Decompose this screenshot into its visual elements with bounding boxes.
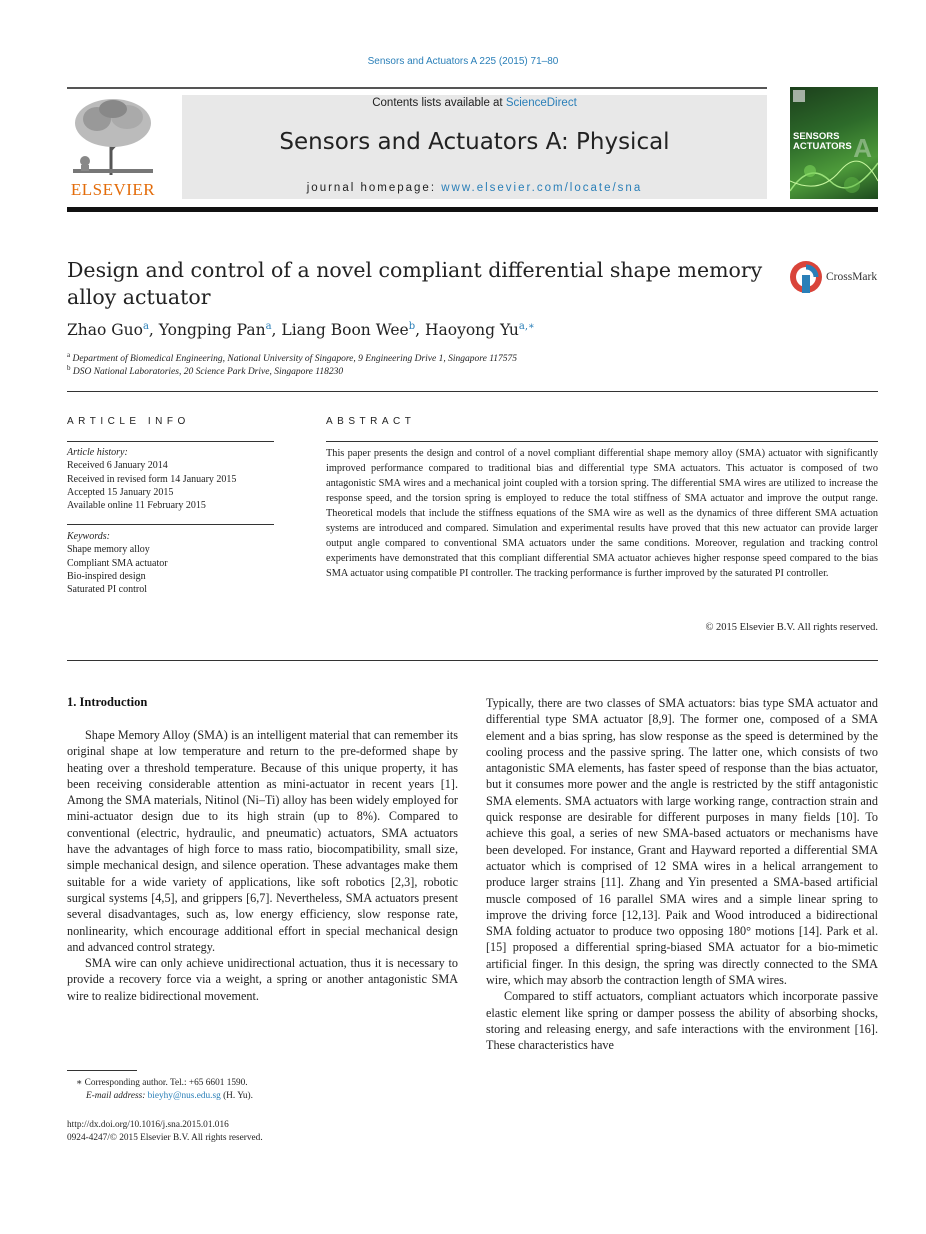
doi-link[interactable]: http://dx.doi.org/10.1016/j.sna.2015.01.016: [67, 1120, 229, 1130]
keyword-item: Compliant SMA actuator: [67, 557, 168, 569]
author-name: Haoyong Yu: [424, 321, 519, 340]
article-history: Article history: Received 6 January 2014 Received in revised form 14 January 2015 Accepted 15 January 2015 Available online 11 February 2015: [67, 447, 237, 512]
sciencedirect-link[interactable]: ScienceDirect: [505, 97, 577, 109]
section-heading: 1. Introduction: [67, 695, 148, 709]
cover-letter: A: [853, 133, 872, 163]
history-item: Received in revised form 14 January 2015: [67, 473, 237, 485]
author-affil-sup[interactable]: a: [142, 321, 149, 332]
divider: [67, 524, 274, 525]
header-thick-rule: [67, 207, 878, 212]
history-item: Accepted 15 January 2015: [67, 486, 174, 498]
abstract-copyright: © 2015 Elsevier B.V. All rights reserved.: [705, 622, 878, 633]
keyword-item: Shape memory alloy: [67, 544, 150, 556]
body-right-column: [486, 695, 878, 1054]
author-affil-sup[interactable]: b: [408, 321, 416, 332]
divider: [326, 441, 878, 442]
paragraph: Typically, there are two classes of SMA actuators: bias type SMA actuator and differential type SMA actuator [8,9]. The former one, composed of a SMA element and a bias spring, has slow response as the speed is determined by the cooling process and the passive spring. The latter one, which consists of two antagonistic SMA elements, has faster speed of response than the bias actuator, but it consumes more power and the angle is restricted by the stiff antagonistic SMA elements. SMA actuators with large working range, contraction strain and quick response are desirable for different purposes in many fields [10]. To achieve this goal, a series of new SMA-based actuators or mechanisms have been developed. For instance, Grant and Hayward reported a differential SMA actuator which is comprised of 12 SMA wires in a helical arrangement to produce larger strains [11]. Zhang and Yin presented a SMA-based artificial muscle composed of 16 parallel SMA wires and a simple linear spring to improve the driving force [12,13]. Paik and Wood introduced a bidirectional SMA folding actuator to produce two opposing 180° motions [14]. Park et al. [15] proposed a differential spring-biased SMA actuator for a bio-mimetic artificial finger. In this design, the spring was directly connected to the SMA wire, which may absorb the contraction length of SMA wires.: [486, 696, 878, 988]
journal-title: Sensors and Actuators A: Physical: [279, 129, 670, 155]
divider: [67, 391, 878, 392]
history-item: Received 6 January 2014: [67, 460, 168, 472]
abstract-text: This paper presents the design and control of a novel compliant differential shape memory alloy (SMA) actuator with significantly improved performance compared to traditional bias and differential type SMA actuators. This actuator is composed of two antagonistic SMA wires and a mechanical joint coupled with a torsion spring. The differential SMA wires are utilized to increase the response speed, and the torsion spring is employed to reduce the total stiffness of SMA actuator and improve the output range. Theoretical models that include the stiffness equations of the SMA wire as well as the dynamics of three different SMA actuation systems are introduced and compared. Simulation and experimental results have proved that this new actuator can provide larger output angle compared to conventional SMA actuators under the same conditions. Moreover, regulation and tracking control experiments have demonstrated that this compliant differential SMA actuator achieves higher response speed compared to the bias SMA actuator using compatible PI controller. The tracking performance is further improved by the saturated PI controller.: [326, 448, 878, 579]
header-rule: [67, 87, 767, 89]
journal-cover-image: [790, 87, 878, 199]
paragraph: Compared to stiff actuators, compliant actuators which incorporate passive elastic element like spring or damper possess the ability of absorbing shocks, storing and releasing energy, and safe interactions with the environment [16]. These characteristics have: [486, 989, 878, 1053]
paper-title: Design and control of a novel compliant differential shape memory alloy actuator: [67, 258, 763, 309]
affiliation-b: $^b$ DSO National Laboratories, 20 Science Park Drive, Singapore 118230: [67, 364, 344, 378]
body-left-column: [67, 727, 458, 1004]
affiliation-a: $^a$ Department of Biomedical Engineering, National University of Singapore, 9 Engineering Drive 1, Singapore 117575: [67, 351, 517, 365]
issn-line: 0924-4247/© 2015 Elsevier B.V. All rights reserved.: [67, 1133, 263, 1143]
footnote-rule: [67, 1070, 137, 1071]
crossmark-icon: [788, 259, 824, 295]
contents-line: Contents lists available at ScienceDirect: [372, 97, 577, 109]
divider: [67, 441, 274, 442]
keywords: Keywords: Shape memory alloy Compliant SMA actuator Bio-inspired design Saturated PI control: [67, 531, 168, 596]
journal-citation[interactable]: Sensors and Actuators A 225 (2015) 71–80: [367, 56, 559, 67]
homepage-link[interactable]: www.elsevier.com/locate/sna: [441, 182, 643, 194]
cover-logo-icon: [793, 90, 805, 102]
paragraph: SMA wire can only achieve unidirectional actuation, thus it is necessary to provide a recovery force via a weight, a spring or another antagonistic SMA wire to realize bidirectional movement.: [67, 956, 458, 1003]
keyword-item: Saturated PI control: [67, 584, 147, 596]
author-name: Zhao Guo: [67, 321, 143, 340]
journal-homepage: journal homepage: www.elsevier.com/locate/sna: [306, 182, 643, 194]
journal-banner: [182, 95, 767, 199]
paragraph: Shape Memory Alloy (SMA) is an intelligent material that can remember its original shape at low temperature and return to the pre-deformed shape by heating over a threshold temperature. Because of this unique property, it has been receiving considerable attention as mini-actuator in recent years [1]. Among the SMA materials, Nitinol (Ni–Ti) alloy has been widely employed for mini-actuator design due to its high strain (up to 8%). Compared to conventional (electric, hydraulic, and pneumatic) actuators, SMA actuators have the advantages of high force to mass ratio, biocompatibility, small size, simple mechanical design, and silence operation. These advantages make them suitable for a wide variety of applications, like soft robotics [2,3], robotic surgical systems [4,5], and grippers [6,7]. Nevertheless, SMA actuators present several disadvantages, such as, low energy efficiency, slow response rate, nonlinearity, which encourage additional effort in special mechanical design and advanced control strategy.: [67, 728, 458, 954]
abstract-heading: ABSTRACT: [326, 416, 416, 427]
author-affil-sup[interactable]: a: [265, 321, 272, 332]
cover-graphic: [790, 151, 878, 199]
email-note: E-mail address: bieyhy@nus.edu.sg (H. Yu).: [86, 1091, 253, 1101]
author-list: Zhao Guo$^a$, Yongping Pan$^a$, Liang Boon Wee$^b$, Haoyong $Yu^{a,∗}$: [67, 321, 535, 340]
crossmark-badge[interactable]: [788, 259, 880, 293]
crossmark-label: CrossMark: [826, 271, 878, 283]
email-link[interactable]: bieyhy@nus.edu.sg: [147, 1091, 221, 1101]
divider: [67, 660, 878, 661]
history-item: Available online 11 February 2015: [67, 500, 206, 512]
author-name: Liang Boon Wee: [281, 321, 409, 340]
keyword-item: Bio-inspired design: [67, 570, 146, 582]
author-affil-sup[interactable]: a,∗: [518, 321, 535, 332]
elsevier-wordmark: ELSEVIER: [70, 180, 156, 199]
article-info-heading: ARTICLE INFO: [67, 416, 190, 427]
author-name: Yongping Pan: [158, 321, 266, 340]
corresponding-author-note: ∗ Corresponding author. Tel.: +65 6601 1590.: [76, 1078, 248, 1088]
cover-title: SENSORS ACTUATORS: [793, 131, 852, 152]
